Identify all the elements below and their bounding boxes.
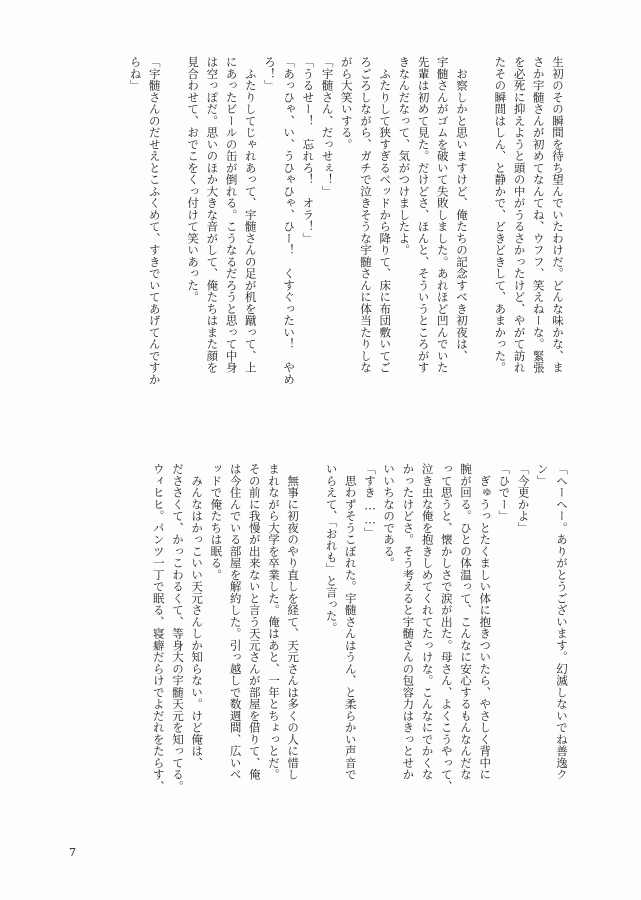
text-line: 「宇髄さんのだせえとこふくめて、すきでいてあげてんですか — [147, 56, 162, 385]
text-line: お察しかと思いますけど、俺たちの記念すべき初夜は、 — [455, 56, 469, 362]
text-line: ッドで俺たちは眠る。 — [209, 463, 224, 581]
text-line: は今住んでいる部屋を解約した。引っ越しで数週間、広いベ — [228, 463, 243, 781]
text-line: を必死に抑えようと頭の中がうるさかったけど、やがて訪れ — [512, 56, 527, 374]
text-line: 「今更かよ」 — [516, 463, 531, 534]
text-line: 泣き虫な俺を抱きしめてくれてたっけな。こんなにでかくな — [420, 463, 435, 781]
text-line: は空っぽだ。思いのほか大きな音がして、俺たちはまた顔を — [205, 56, 220, 374]
text-line: ろごろしながら、ガチで泣きそうな宇髄さんに体当たりしな — [358, 56, 373, 374]
text-line: ン」 — [535, 463, 550, 487]
text-line: いらえて、「おれも」と言った。 — [324, 463, 339, 634]
text-line: らね」 — [128, 56, 143, 92]
page-number: 7 — [69, 846, 76, 859]
text-line: たその瞬間はしん、と静かで、どきどきして、あまかった。 — [493, 56, 508, 374]
text-line: がら大笑いする。 — [339, 56, 354, 150]
text-line: ふたりしてじゃれあって、宇髄さんの足が机を蹴って、上 — [243, 56, 258, 374]
section-break — [302, 463, 321, 863]
text-line: 「うるせー！ 忘れろ！ オラ！」 — [301, 56, 316, 244]
section-break — [164, 56, 183, 456]
text-line: かったけどさ。そう考えると宇髄さんの包容力はきっとせか — [401, 463, 416, 781]
text-line: さか宇髄さんが初めてなんてね、ウフフ、笑えねーな。緊張 — [531, 56, 546, 374]
lower-text-block — [71, 463, 571, 863]
text-line: 「宇髄さん、だっせぇ！」 — [320, 56, 335, 197]
text-line: 生初のその瞬間を待ち望んでいたわけだ。どんな味かな、ま — [551, 56, 565, 374]
text-line: その前に我慢が出来ないと言う天元さんが部屋を借りて、俺 — [247, 463, 262, 781]
text-line: まれながら大学を卒業した。俺はあと、一年とちょっとだ。 — [266, 463, 281, 781]
text-line: だささくて、かっこわるくて、等身大の宇髄天元を知ってる。 — [170, 463, 185, 792]
text-line: 宇髄さんがゴムを破いて失敗しました。あれほど凹んでいた — [435, 56, 450, 374]
text-line: って思うと、懐かしさで涙が出た。母さん、よくこうやって、 — [439, 463, 454, 792]
text-line: ろ！」 — [262, 56, 277, 92]
text-line: いいちなのである。 — [382, 463, 397, 569]
text-line: 思わずそうこぼれた。宇髄さんはうん、と柔らかい声音で — [343, 463, 358, 781]
text-line: 先輩は初めて見た。だけどさ、ほんと、そういうところがす — [416, 56, 431, 374]
text-line: ウィヒヒ。パンツ一丁で眠る、寝癖だらけでよだれをたらす、 — [151, 463, 166, 792]
text-line: 腕が回る。ひとの体温って、こんなに安心するもんなんだな — [458, 463, 473, 781]
text-line: 「へーへー。ありがとうございます。幻滅しないでね善逸ク — [555, 463, 569, 781]
text-line: きなんだなって、気がつけましたよ。 — [397, 56, 412, 256]
text-line: みんなはかっこいい天元さんしか知らない。けど俺は、 — [190, 463, 205, 769]
text-line: 無事に初夜のやり直しを経て、天元さんは多くの人に惜し — [286, 463, 301, 781]
text-line: 「あっひゃ、い、うひゃひゃ、ひー！ くすぐったい！ やめ — [282, 56, 297, 385]
upper-text-block — [67, 56, 567, 456]
section-break — [471, 56, 490, 456]
text-line: ぎゅうっとたくましい体に抱きついたら、やさしく背中に — [478, 463, 493, 781]
text-line: ふたりして狭すぎるベッドから降りて、床に布団敷いてご — [378, 56, 393, 374]
text-line: 「すき……」 — [362, 463, 377, 539]
text-line: 見合わせて、おでこをくっ付けて笑いあった。 — [186, 56, 201, 303]
text-line: 「ひでー」 — [497, 463, 512, 522]
text-line: にあったビールの缶が倒れる。こうなるだろうと思って中身 — [224, 56, 239, 374]
